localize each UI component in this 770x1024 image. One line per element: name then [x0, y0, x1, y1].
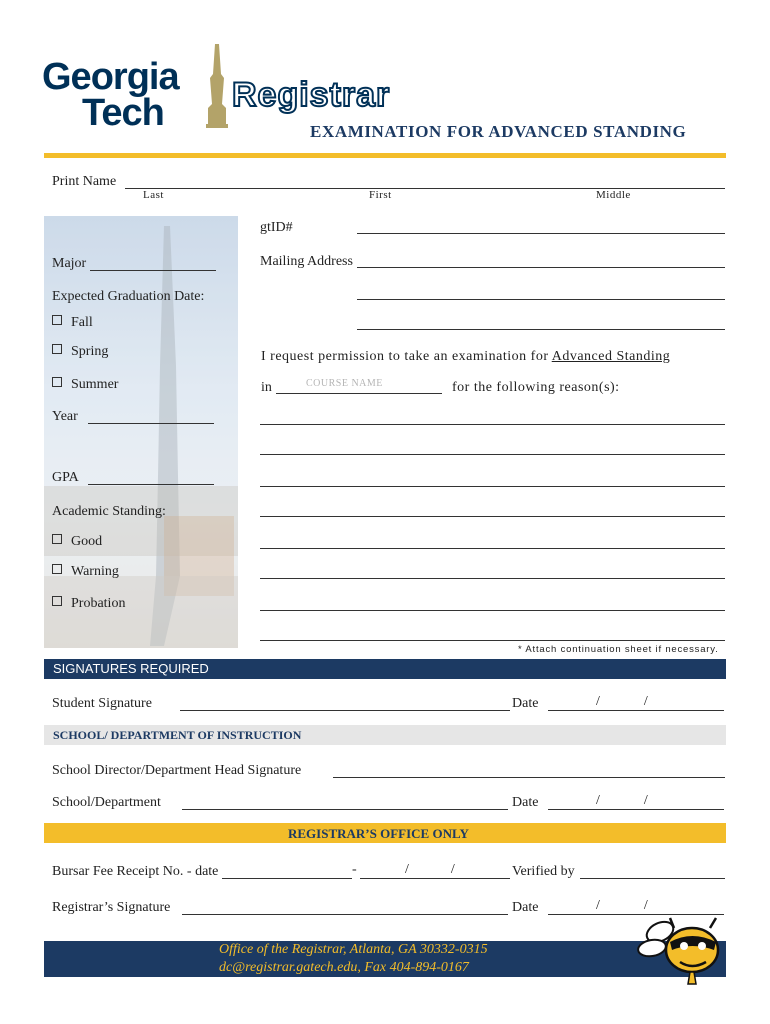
bursar-label: Bursar Fee Receipt No. - date	[52, 864, 219, 879]
registrar-header: REGISTRAR’S OFFICE ONLY	[288, 826, 469, 841]
reason-line-2[interactable]	[260, 454, 725, 455]
reason-line-7[interactable]	[260, 610, 725, 611]
verified-by-label: Verified by	[512, 864, 575, 879]
attach-note: * Attach continuation sheet if necessary.	[518, 644, 719, 655]
probation-label: Probation	[71, 596, 126, 611]
school-header-bar	[44, 725, 726, 745]
reason-line-6[interactable]	[260, 578, 725, 579]
student-date-label: Date	[512, 696, 539, 711]
school-department-label: School/Department	[52, 795, 161, 810]
gtid-label: gtID#	[260, 220, 293, 235]
registrar-date-label: Date	[512, 900, 539, 915]
school-department-field[interactable]	[182, 809, 508, 810]
buzz-mascot-icon	[630, 912, 726, 990]
spring-checkbox[interactable]	[52, 344, 62, 354]
director-signature-label: School Director/Department Head Signature	[52, 763, 302, 778]
student-signature-label: Student Signature	[52, 696, 152, 711]
bursar-dash: -	[352, 862, 357, 877]
good-label: Good	[71, 534, 103, 549]
term-summer-option[interactable]	[52, 377, 118, 393]
bursar-date-field[interactable]	[360, 878, 510, 879]
gpa-label: GPA	[52, 470, 79, 485]
school-header: SCHOOL/ DEPARTMENT OF INSTRUCTION	[53, 728, 302, 742]
mailing-address-field-1[interactable]	[357, 267, 725, 268]
in-label: in	[261, 380, 272, 395]
term-fall-option[interactable]	[52, 315, 93, 331]
mailing-address-field-3[interactable]	[357, 329, 725, 330]
student-date-field[interactable]	[548, 710, 724, 711]
reason-line-4[interactable]	[260, 516, 725, 517]
print-name-field[interactable]	[125, 188, 725, 189]
logo-tech: Tech	[82, 92, 164, 134]
good-checkbox[interactable]	[52, 534, 62, 544]
reason-line-1[interactable]	[260, 424, 725, 425]
school-date-label: Date	[512, 795, 539, 810]
warning-label: Warning	[71, 564, 119, 579]
first-label: First	[369, 189, 392, 201]
page-title: EXAMINATION FOR ADVANCED STANDING	[310, 122, 687, 141]
footer-address: Office of the Registrar, Atlanta, GA 30332-0315	[219, 942, 488, 957]
registrar-date-slashes: / /	[596, 898, 648, 913]
header-rule	[44, 153, 726, 158]
probation-checkbox[interactable]	[52, 596, 62, 606]
registrar-signature-field[interactable]	[182, 914, 508, 915]
expected-graduation-label: Expected Graduation Date:	[52, 289, 205, 304]
last-label: Last	[143, 189, 164, 201]
summer-label: Summer	[71, 377, 119, 392]
year-label: Year	[52, 409, 78, 424]
spring-label: Spring	[71, 344, 109, 359]
reason-line-5[interactable]	[260, 548, 725, 549]
registrar-header-bar	[44, 823, 726, 843]
year-field[interactable]	[88, 423, 214, 424]
footer-contact: dc@registrar.gatech.edu, Fax 404-894-0167	[219, 960, 469, 975]
mailing-address-label: Mailing Address	[260, 254, 353, 269]
gpa-field[interactable]	[88, 484, 214, 485]
director-signature-field[interactable]	[333, 777, 725, 778]
school-date-slashes: / /	[596, 793, 648, 808]
fall-label: Fall	[71, 315, 93, 330]
bursar-receipt-field[interactable]	[222, 878, 352, 879]
bursar-date-slashes: / /	[405, 862, 455, 877]
advanced-standing-text: Advanced Standing	[551, 349, 671, 364]
request-statement	[261, 349, 670, 365]
logo-registrar: Registrar	[232, 76, 391, 114]
fall-checkbox[interactable]	[52, 315, 62, 325]
print-name-label: Print Name	[52, 174, 117, 189]
logo-georgia: Georgia	[42, 56, 179, 98]
course-name-placeholder: COURSE NAME	[306, 378, 383, 389]
summer-checkbox[interactable]	[52, 377, 62, 387]
student-date-slashes: / /	[596, 694, 648, 709]
course-name-field[interactable]	[276, 393, 442, 394]
term-spring-option[interactable]	[52, 344, 108, 360]
campus-photo	[44, 216, 238, 648]
middle-label: Middle	[596, 189, 631, 201]
tower-icon	[202, 44, 232, 140]
mailing-address-field-2[interactable]	[357, 299, 725, 300]
reason-text: for the following reason(s):	[452, 380, 620, 395]
signatures-header-bar	[44, 659, 726, 679]
standing-probation-option[interactable]	[52, 596, 125, 612]
gtid-field[interactable]	[357, 233, 725, 234]
standing-good-option[interactable]	[52, 534, 102, 550]
academic-standing-label: Academic Standing:	[52, 504, 166, 519]
standing-warning-option[interactable]	[52, 564, 119, 580]
major-label: Major	[52, 256, 87, 271]
major-field[interactable]	[90, 270, 216, 271]
student-signature-field[interactable]	[180, 710, 510, 711]
request-text: I request permission to take an examination for	[261, 349, 549, 364]
registrar-signature-label: Registrar’s Signature	[52, 900, 171, 915]
reason-line-8[interactable]	[260, 640, 725, 641]
signatures-header: SIGNATURES REQUIRED	[53, 661, 209, 676]
warning-checkbox[interactable]	[52, 564, 62, 574]
reason-line-3[interactable]	[260, 486, 725, 487]
school-date-field[interactable]	[548, 809, 724, 810]
verified-by-field[interactable]	[580, 878, 725, 879]
